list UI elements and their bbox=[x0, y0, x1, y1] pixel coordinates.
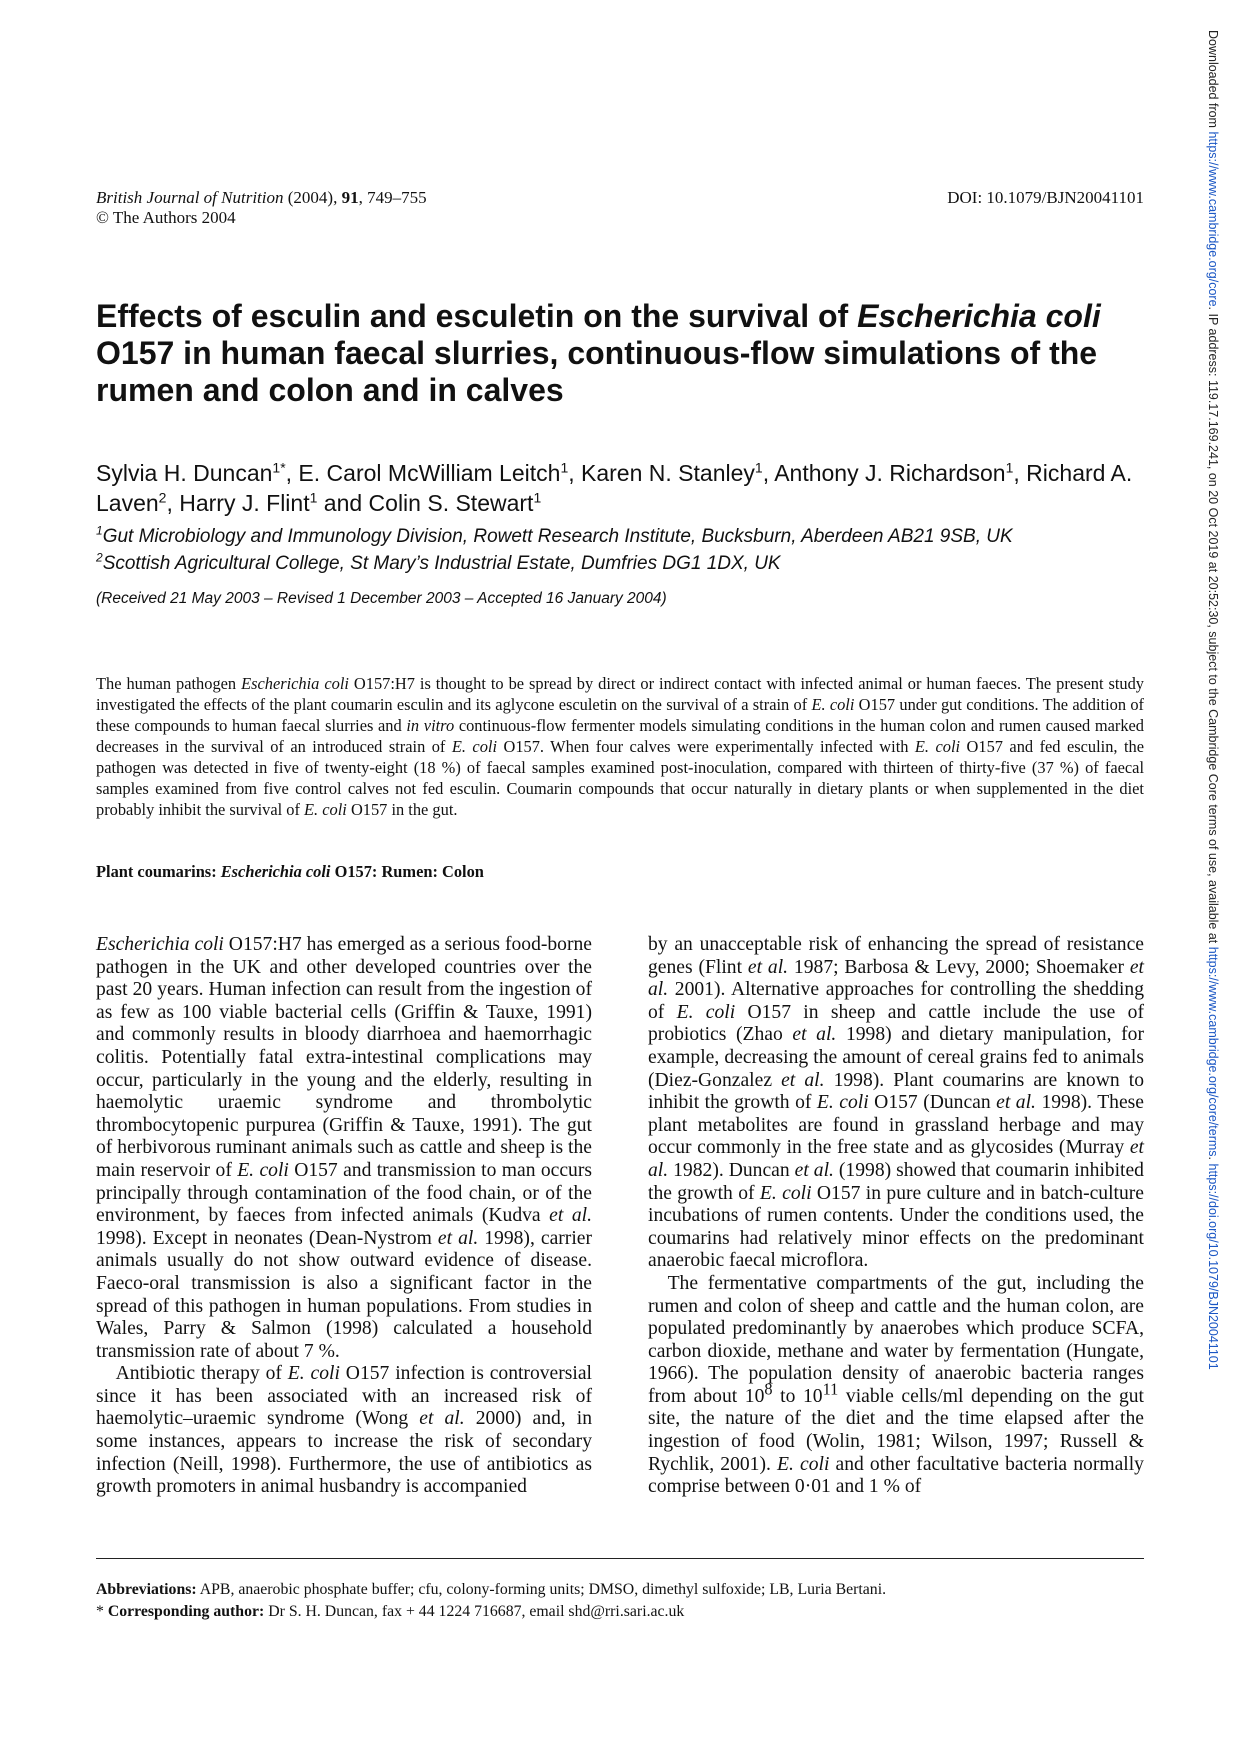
body-text: and other facultative bacteria normally comprise between 0·01 and 1 % of bbox=[648, 1453, 1144, 1498]
body-text: O157 infection is controversial since it has been associated with an increased risk of haemolytic–uraemic syndrome (Wong bbox=[96, 1363, 592, 1430]
body-column-right bbox=[648, 934, 1144, 1499]
keyword-text: Plant coumarins: bbox=[96, 862, 221, 881]
body-text: 1998). These plant metabolites are found in grassland herbage and may occur commonly in the free state and as glycosides (Murray bbox=[648, 1092, 1144, 1159]
body-italic: et al. bbox=[747, 956, 789, 978]
author-7-sup: 1 bbox=[533, 489, 542, 506]
body-text: by an unacceptable risk of enhancing the spread of resistance genes (Flint bbox=[648, 934, 1144, 978]
footnote-label: Abbreviations: bbox=[96, 1581, 197, 1598]
author-6: , Harry J. Flint bbox=[166, 490, 310, 516]
received-dates: (Received 21 May 2003 – Revised 1 December 2003 – Accepted 16 January 2004) bbox=[96, 590, 667, 607]
body-text: (1998) showed that coumarin inhibited the growth of bbox=[648, 1159, 1144, 1204]
paragraph bbox=[648, 1273, 1144, 1499]
body-italic: et al. bbox=[794, 1159, 834, 1181]
body-text: Antibiotic therapy of bbox=[115, 1363, 288, 1385]
abbreviations-footnote bbox=[96, 1580, 886, 1600]
affiliation-2-text: Scottish Agricultural College, St Mary’s Industrial Estate, Dumfries DG1 1DX, UK bbox=[102, 553, 781, 574]
title-part1: Effects of esculin and esculetin on the survival of bbox=[96, 298, 858, 334]
journal-pages: , 749–755 bbox=[358, 188, 427, 207]
abstract-text: O157 and fed esculin, the pathogen was detected in five of twenty-eight (18 %) of faecal samples examined post-inoculation, compared with thirteen of thirty-five (37 %) of faecal samples examined from five control calves not fed esculin. Coumarin compounds that occur naturally in dietary plants or when supplemented in the diet probably inhibit the survival of bbox=[96, 737, 1144, 819]
author-2-sup: 1 bbox=[560, 459, 569, 476]
abstract-italic: in vitro bbox=[406, 716, 455, 735]
body-italic: et al. bbox=[437, 1227, 479, 1249]
affiliation-2 bbox=[96, 550, 1156, 577]
affiliation-2-sup: 2 bbox=[96, 550, 103, 565]
keyword-text: O157: Rumen: Colon bbox=[330, 862, 484, 881]
doi: DOI: 10.1079/BJN20041101 bbox=[947, 188, 1144, 207]
abstract-text: O157 under gut conditions. The addition of these compounds to human faecal slurries and bbox=[96, 695, 1144, 735]
body-text: 1998). Except in neonates (Dean-Nystrom bbox=[96, 1227, 438, 1249]
abstract-text: O157 in the gut. bbox=[346, 800, 458, 819]
footnote-divider bbox=[96, 1558, 1144, 1559]
affiliation-1-text: Gut Microbiology and Immunology Division, Rowett Research Institute, Bucksburn, Aberdeen AB21 9SB, UK bbox=[102, 526, 1013, 547]
author-3: , Karen N. Stanley bbox=[568, 460, 755, 486]
abstract-italic: E. coli bbox=[451, 737, 498, 756]
body-text: O157 and transmission to man occurs principally through contamination of the food chain, or of the environment, by faeces from infected animals (Kudva bbox=[96, 1159, 592, 1227]
abstract-italic: E. coli bbox=[811, 695, 855, 714]
journal-year: (2004), bbox=[287, 188, 338, 207]
body-italic: et al. bbox=[648, 1137, 1144, 1181]
footnote-star: * bbox=[96, 1603, 108, 1620]
body-italic: et al. bbox=[549, 1205, 592, 1227]
body-text: 1998) and dietary manipulation, for example, decreasing the amount of cereal grains fed to animals (Diez-Gonzalez bbox=[648, 1024, 1144, 1091]
abstract-text: O157. When four calves were experimentally infected with bbox=[497, 737, 915, 756]
body-text: The fermentative compartments of the gut, including the rumen and colon of sheep and cattle and the human colon, are populated predominantly by anaerobes which produce SCFA, carbon dioxide, methane and water by fermentation (Hungate, 1966). The population density of anaerobic bacteria ranges from about 10 bbox=[648, 1272, 1144, 1407]
paragraph bbox=[96, 1363, 592, 1499]
body-superscript: 11 bbox=[822, 1379, 839, 1399]
footnote-text: APB, anaerobic phosphate buffer; cfu, colony-forming units; DMSO, dimethyl sulfoxide; LB, Luria Bertani. bbox=[196, 1581, 887, 1598]
body-column-left bbox=[96, 934, 592, 1499]
affiliation-1-sup: 1 bbox=[96, 523, 103, 538]
copyright: © The Authors 2004 bbox=[96, 208, 236, 227]
side-note-link-core[interactable]: https://www.cambridge.org/core bbox=[1206, 131, 1220, 307]
body-text: 1998), carrier animals usually do not show outward evidence of disease. Faeco-oral transmission is also a significant factor in the spread of this pathogen in human populations. From studies in Wales, Parry & Salmon (1998) calculated a household transmission rate of about 7 %. bbox=[96, 1227, 592, 1362]
side-note-link-terms[interactable]: https://www.cambridge.org/core/terms bbox=[1206, 946, 1220, 1157]
body-italic: Escherichia coli bbox=[96, 934, 224, 955]
body-italic: et al. bbox=[792, 1024, 837, 1046]
body-text: 2001). Alternative approaches for controlling the shedding of bbox=[648, 979, 1144, 1023]
body-italic: E. coli bbox=[759, 1182, 812, 1204]
body-text: viable cells/ml depending on the gut site, the nature of the diet and the time elapsed after the ingestion of food (Wolin, 1981; Wilson, 1997; Russell & Rychlik, 2001). bbox=[648, 1385, 1144, 1475]
body-text: 1998). Plant coumarins are known to inhibit the growth of bbox=[648, 1069, 1144, 1114]
journal-citation bbox=[96, 188, 427, 228]
journal-volume: 91 bbox=[341, 188, 359, 207]
corresponding-author-footnote bbox=[96, 1602, 684, 1622]
author-5: , Richard A. Laven bbox=[96, 460, 1133, 516]
body-italic: E. coli bbox=[816, 1092, 869, 1114]
author-7: and Colin S. Stewart bbox=[317, 490, 534, 516]
paragraph bbox=[96, 934, 592, 1363]
keyword-italic: Escherichia coli bbox=[220, 862, 331, 881]
body-text: to 10 bbox=[772, 1385, 823, 1407]
abstract-text: O157:H7 is thought to be spread by direct or indirect contact with infected animal or human faeces. The present study investigated the effects of the plant coumarin esculin and its aglycone esculetin on the survival of a strain of bbox=[96, 674, 1144, 714]
title-part2: O157 in human faecal slurries, continuous-flow simulations of the rumen and colon and in calves bbox=[96, 335, 1098, 408]
body-italic: et al. bbox=[781, 1069, 825, 1091]
title-italic: Escherichia coli bbox=[857, 298, 1101, 334]
footnote-text: Dr S. H. Duncan, fax + 44 1224 716687, email shd@rri.sari.ac.uk bbox=[264, 1603, 685, 1620]
body-text: O157:H7 has emerged as a serious food-borne pathogen in the UK and other developed countries over the past 20 years. Human infection can result from the ingestion of as few as 100 viable bacterial cells (Griffin & Tauxe, 1991) and commonly results in bloody diarrhoea and haemorrhagic colitis. Potentially fatal extra-intestinal complications may occur, particularly in the young and the elderly, resulting in haemolytic uraemic syndrome and thrombolytic thrombocytopenic purpurea (Griffin & Tauxe, 1991). The gut of herbivorous ruminant animals such as cattle and sheep is the main reservoir of bbox=[96, 934, 593, 1181]
body-text: 2000) and, in some instances, appears to increase the risk of secondary infection (Neill, 1998). Furthermore, the use of antibiotics as growth promoters in animal husbandry is accompanied bbox=[96, 1408, 592, 1498]
body-text: 1982). Duncan bbox=[668, 1159, 795, 1181]
body-text: O157 in sheep and cattle include the use of probiotics (Zhao bbox=[648, 1001, 1144, 1046]
article-title bbox=[96, 298, 1146, 409]
affiliations bbox=[96, 523, 1156, 577]
abstract-text: continuous-flow fermenter models simulating conditions in the human colon and rumen caused marked decreases in the survival of an introduced strain of bbox=[96, 716, 1144, 756]
side-note-middle: . IP address: 119.17.169.241, on 20 Oct 2019 at 20:52:30, subject to the Cambridge Core terms of use, available at bbox=[1206, 306, 1220, 947]
abstract-italic: E. coli bbox=[914, 737, 961, 756]
author-5-sup: 2 bbox=[158, 489, 167, 506]
download-side-note bbox=[1206, 30, 1220, 1370]
author-4: , Anthony J. Richardson bbox=[762, 460, 1006, 486]
body-text: O157 (Duncan bbox=[868, 1092, 997, 1114]
body-italic: et al. bbox=[648, 956, 1144, 1001]
side-note-prefix: Downloaded from bbox=[1206, 30, 1220, 132]
author-3-sup: 1 bbox=[754, 459, 763, 476]
body-text: 1987; Barbosa & Levy, 2000; Shoemaker bbox=[788, 956, 1130, 978]
side-note-sep: . bbox=[1206, 1156, 1220, 1164]
body-italic: E. coli bbox=[777, 1453, 830, 1475]
abstract-italic: E. coli bbox=[304, 800, 347, 819]
body-italic: E. coli bbox=[237, 1159, 289, 1181]
author-2: , E. Carol McWilliam Leitch bbox=[285, 460, 561, 486]
paragraph bbox=[648, 934, 1144, 1273]
body-italic: et al. bbox=[419, 1408, 465, 1430]
author-6-sup: 1 bbox=[309, 489, 318, 506]
journal-name: British Journal of Nutrition bbox=[96, 188, 284, 207]
footnote-label: Corresponding author: bbox=[107, 1603, 265, 1620]
body-italic: et al. bbox=[996, 1092, 1036, 1114]
keywords bbox=[96, 862, 484, 882]
body-text: O157 in pure culture and in batch-culture incubations of rumen contents. Under the conditions used, the coumarins had relatively minor effects on the predominant anaerobic faecal microflora. bbox=[648, 1182, 1144, 1272]
author-1: Sylvia H. Duncan bbox=[96, 460, 273, 486]
body-italic: E. coli bbox=[676, 1001, 736, 1023]
author-1-sup: 1* bbox=[272, 459, 286, 476]
author-list bbox=[96, 458, 1156, 518]
abstract-italic: Escherichia coli bbox=[241, 674, 349, 693]
author-4-sup: 1 bbox=[1005, 459, 1014, 476]
body-italic: E. coli bbox=[287, 1363, 340, 1385]
affiliation-1 bbox=[96, 523, 1156, 550]
abstract-text: The human pathogen bbox=[96, 674, 242, 693]
citation-line bbox=[96, 188, 427, 208]
abstract bbox=[96, 673, 1144, 820]
side-note-link-doi[interactable]: https://doi.org/10.1079/BJN20041101 bbox=[1206, 1163, 1220, 1370]
body-superscript: 8 bbox=[764, 1379, 773, 1399]
